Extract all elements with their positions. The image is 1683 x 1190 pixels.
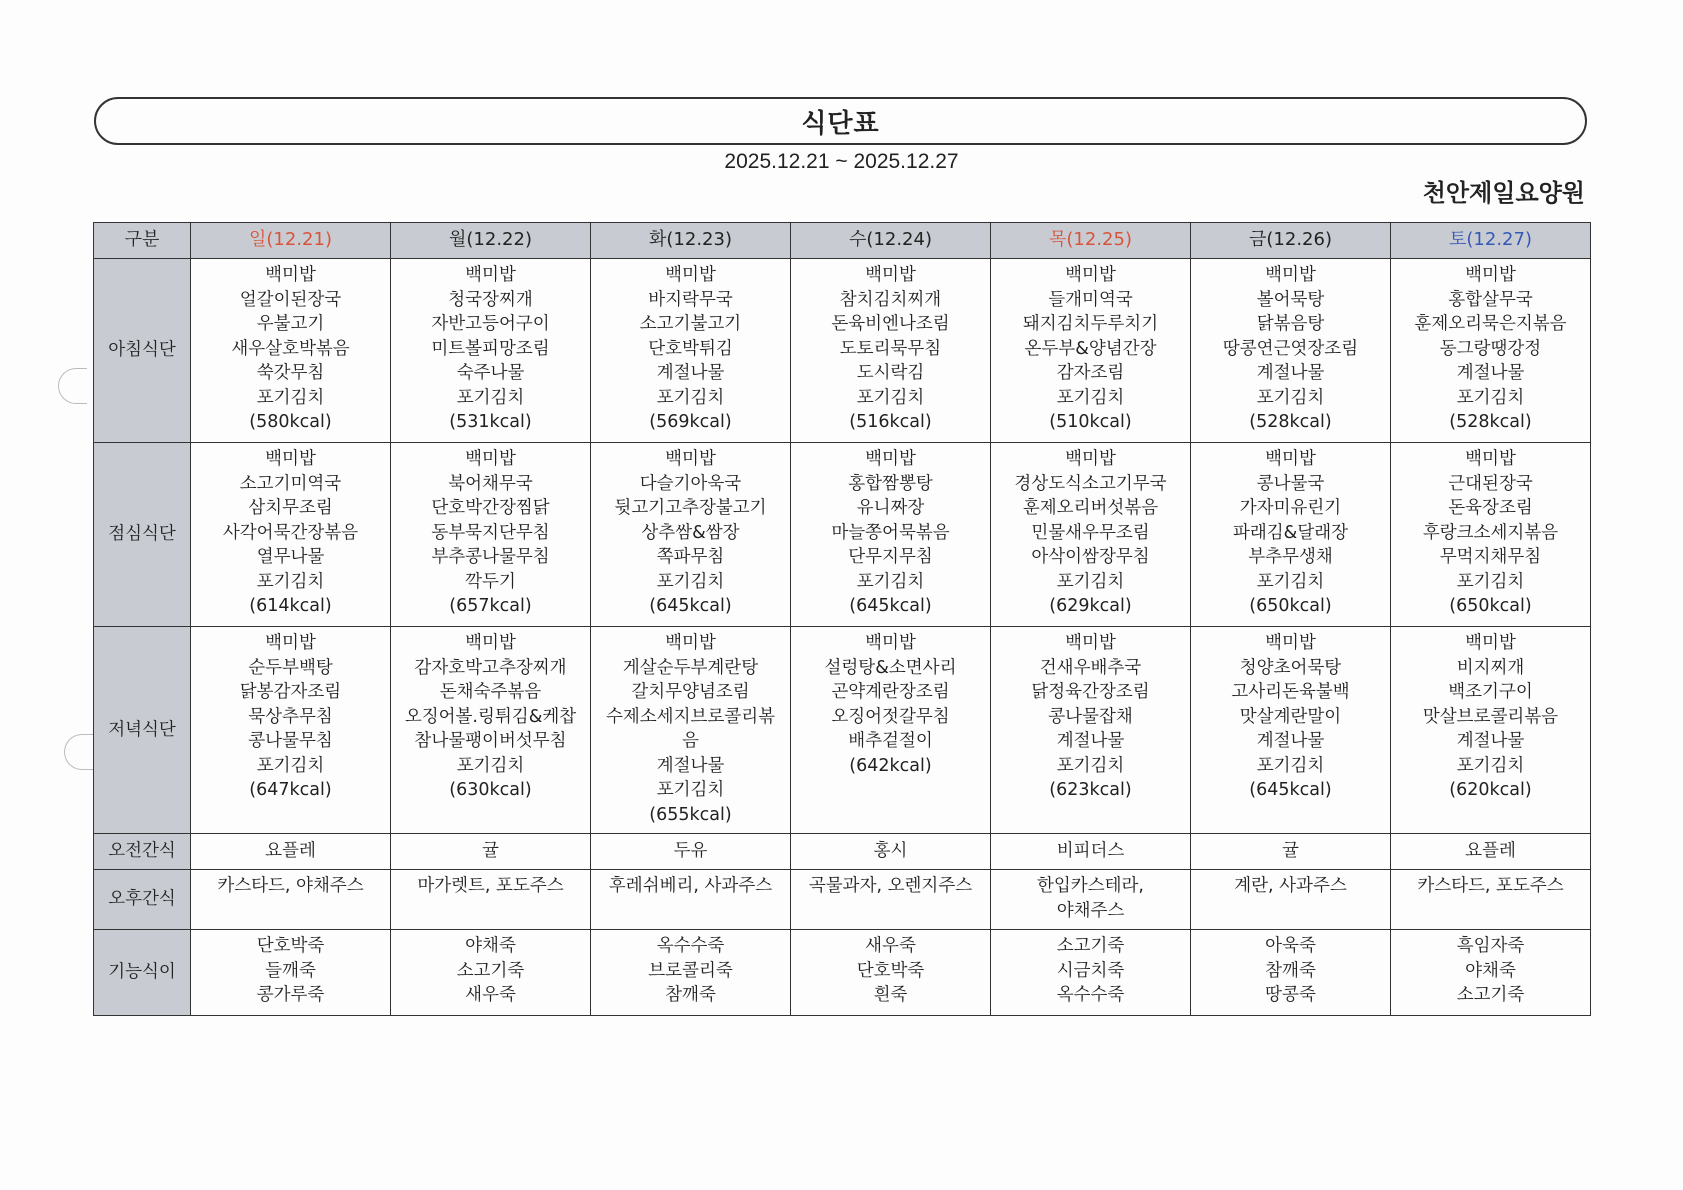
menu-cell (591, 930, 791, 1016)
menu-item: 귤 (482, 841, 499, 862)
meal-table (93, 222, 1591, 1016)
menu-item: (580kcal) (249, 412, 332, 432)
menu-item: 포기김치 (256, 387, 325, 408)
menu-item: 포기김치 (1456, 387, 1525, 408)
menu-item: 돈육비엔나조림 (831, 314, 950, 334)
menu-item: 콩나물무침 (248, 731, 333, 751)
menu-item: 참깨죽 (1265, 960, 1316, 981)
menu-item: (642kcal) (849, 755, 932, 776)
menu-cell (1391, 930, 1591, 1016)
menu-item: 포기김치 (1256, 571, 1325, 592)
menu-item: (510kcal) (1049, 412, 1132, 432)
menu-item: 백미밥 (465, 633, 516, 653)
menu-item: 포기김치 (256, 571, 325, 592)
menu-item: 무먹지채무침 (1439, 547, 1542, 567)
menu-item: 포기김치 (1456, 571, 1525, 592)
menu-cell (1191, 443, 1391, 627)
menu-item: 단호박간장찜닭 (431, 498, 550, 518)
punch-hole-mark (58, 368, 87, 404)
menu-item: 사각어묵간장볶음 (222, 522, 359, 543)
menu-item: 콩나물잡채 (1048, 706, 1133, 727)
menu-item: 온두부&양념간장 (1024, 338, 1157, 359)
menu-item: 가자미유린기 (1239, 498, 1342, 518)
menu-item: 계절나물 (656, 755, 725, 776)
menu-item: 백미밥 (665, 633, 716, 653)
menu-item: 백미밥 (865, 449, 916, 469)
row-header: 오전간식 (94, 834, 191, 870)
table-row (94, 259, 1591, 443)
menu-item: 오징어젓갈무침 (831, 706, 950, 727)
row-header: 기능식이 (94, 930, 191, 1016)
menu-item: (516kcal) (849, 412, 932, 432)
menu-item: 야채주스 (1056, 900, 1125, 921)
menu-item: 포기김치 (1456, 755, 1525, 776)
menu-cell (391, 627, 591, 834)
menu-item: 청양초어묵탕 (1239, 657, 1342, 678)
menu-cell (1191, 259, 1391, 443)
menu-item: 콩가루죽 (256, 985, 325, 1005)
menu-cell (191, 259, 391, 443)
menu-item: 고사리돈육불백 (1231, 682, 1350, 702)
menu-item: 흰죽 (873, 985, 908, 1005)
table-row (94, 443, 1591, 627)
menu-item: 시금치죽 (1056, 960, 1125, 981)
menu-item: 설렁탕&소면사리 (824, 657, 957, 678)
menu-item: 닭정육간장조림 (1031, 682, 1150, 702)
menu-item: (620kcal) (1449, 780, 1532, 800)
day-header: 토(12.27) (1391, 223, 1591, 259)
menu-item: 백미밥 (1465, 449, 1516, 469)
menu-item: 북어채무국 (448, 473, 533, 494)
menu-cell (1391, 443, 1591, 627)
day-header: 일(12.21) (191, 223, 391, 259)
menu-item: 동부묵지단무침 (431, 522, 550, 543)
menu-item: 돈육장조림 (1448, 498, 1533, 518)
menu-item: 돼지김치두루치기 (1022, 314, 1159, 334)
menu-item: 후랑크소세지볶음 (1422, 522, 1559, 543)
menu-item: 게살순두부계란탕 (622, 657, 759, 678)
menu-item: 백미밥 (265, 633, 316, 653)
menu-item: 단무지무침 (848, 547, 933, 567)
menu-item: 묵상추무침 (248, 706, 333, 727)
table-row (94, 834, 1591, 870)
menu-item: 포기김치 (856, 571, 925, 592)
menu-item: 후레쉬베리, 사과주스 (608, 876, 773, 896)
menu-item: 마늘쫑어묵볶음 (831, 522, 950, 543)
menu-item: 새우죽 (465, 985, 516, 1005)
menu-item: 두유 (673, 841, 708, 862)
menu-item: 포기김치 (856, 387, 925, 408)
menu-item: 포기김치 (656, 387, 725, 408)
menu-item: 새우죽 (865, 936, 916, 956)
menu-item: 포기김치 (1056, 571, 1125, 592)
corner-header: 구분 (94, 223, 191, 259)
row-header: 오후간식 (94, 870, 191, 930)
menu-item: 포기김치 (1056, 755, 1125, 776)
row-header: 저녁식단 (94, 627, 191, 834)
menu-item: 뒷고기고추장불고기 (614, 498, 767, 518)
menu-item: 포기김치 (456, 755, 525, 776)
menu-item: 백미밥 (1265, 449, 1316, 469)
menu-cell (1391, 259, 1591, 443)
title-frame (94, 97, 1587, 145)
menu-item: (531kcal) (449, 412, 532, 432)
menu-item: 귤 (1282, 841, 1299, 862)
menu-cell (1191, 930, 1391, 1016)
menu-item: 새우살호박볶음 (231, 338, 350, 359)
menu-item: (655kcal) (649, 804, 732, 825)
menu-item: 야채죽 (465, 936, 516, 956)
menu-cell (391, 259, 591, 443)
menu-item: 카스타드, 야채주스 (217, 876, 364, 896)
menu-cell (991, 870, 1191, 930)
menu-item: 콩나물국 (1256, 473, 1325, 494)
menu-cell (391, 834, 591, 870)
menu-item: 포기김치 (656, 571, 725, 592)
menu-item: 홍시 (873, 841, 908, 862)
day-header: 금(12.26) (1191, 223, 1391, 259)
menu-cell (791, 870, 991, 930)
menu-item: 건새우배추국 (1039, 657, 1142, 678)
menu-item: 돈채숙주볶음 (439, 682, 542, 702)
menu-cell (191, 930, 391, 1016)
menu-item: 부추콩나물무침 (431, 547, 550, 567)
menu-item: 경상도식소고기무국 (1014, 473, 1167, 494)
menu-item: 훈제오리버섯볶음 (1022, 498, 1159, 518)
punch-hole-mark (64, 734, 93, 770)
menu-item: 백미밥 (265, 449, 316, 469)
menu-item: (650kcal) (1249, 596, 1332, 616)
menu-item: 음 (682, 731, 699, 751)
menu-item: 참치김치찌개 (839, 289, 942, 310)
menu-item: 계절나물 (1256, 363, 1325, 383)
menu-item: 우불고기 (256, 314, 325, 334)
menu-item: 홍합짬뽕탕 (848, 473, 933, 494)
menu-item: 흑임자죽 (1456, 936, 1525, 956)
menu-item: (650kcal) (1449, 596, 1532, 616)
menu-item: 백미밥 (1265, 633, 1316, 653)
menu-item: (657kcal) (449, 596, 532, 616)
menu-item: 단호박죽 (856, 960, 925, 981)
menu-cell (391, 443, 591, 627)
menu-item: 훈제오리묵은지볶음 (1414, 314, 1567, 334)
day-header: 수(12.24) (791, 223, 991, 259)
table-row (94, 930, 1591, 1016)
menu-item: 포기김치 (1256, 755, 1325, 776)
menu-item: (645kcal) (649, 596, 732, 616)
menu-item: 브로콜리죽 (648, 960, 733, 981)
menu-item: 바지락무국 (648, 289, 733, 310)
menu-cell (591, 834, 791, 870)
menu-item: (614kcal) (249, 596, 332, 616)
menu-item: 숙주나물 (456, 363, 525, 383)
date-range: 2025.12.21 ~ 2025.12.27 (724, 150, 959, 173)
menu-item: 한입카스테라, (1037, 876, 1144, 896)
menu-item: 아삭이쌈장무침 (1031, 547, 1150, 567)
menu-item: 계절나물 (1456, 731, 1525, 751)
menu-item: 백미밥 (465, 265, 516, 285)
menu-item: 도시락김 (856, 363, 925, 383)
menu-item: 청국장찌개 (448, 289, 533, 310)
menu-cell (1191, 870, 1391, 930)
menu-item: 참깨죽 (665, 985, 716, 1005)
menu-item: 소고기죽 (456, 960, 525, 981)
menu-cell (991, 930, 1191, 1016)
menu-item: 다슬기아욱국 (639, 473, 742, 494)
menu-cell (591, 627, 791, 834)
menu-item: 자반고등어구이 (431, 314, 550, 334)
menu-item: 백미밥 (1465, 633, 1516, 653)
menu-item: (630kcal) (449, 780, 532, 800)
menu-item: 들깨죽 (265, 960, 316, 981)
menu-item: 카스타드, 포도주스 (1417, 876, 1564, 896)
menu-item: 백조기구이 (1448, 682, 1533, 702)
table-row (94, 627, 1591, 834)
menu-item: 포기김치 (456, 387, 525, 408)
menu-item: 닭봉감자조림 (239, 682, 342, 702)
menu-item: 비지찌개 (1456, 657, 1525, 678)
day-header: 화(12.23) (591, 223, 791, 259)
menu-item: 계절나물 (1256, 731, 1325, 751)
menu-item: 갈치무양념조림 (631, 682, 750, 702)
menu-item: 깍두기 (465, 571, 516, 592)
menu-cell (591, 870, 791, 930)
menu-item: 참나물팽이버섯무침 (414, 731, 567, 751)
menu-item: 오징어볼.링튀김&케찹 (404, 706, 577, 727)
menu-item: (647kcal) (249, 780, 332, 800)
menu-item: 백미밥 (865, 633, 916, 653)
table-row (94, 870, 1591, 930)
menu-cell (991, 443, 1191, 627)
menu-item: 소고기불고기 (639, 314, 742, 334)
menu-item: 백미밥 (1265, 265, 1316, 285)
menu-item: 곡물과자, 오렌지주스 (808, 876, 973, 896)
menu-item: 요플레 (265, 841, 316, 862)
page-title: 식단표 (801, 108, 880, 139)
menu-item: 소고기미역국 (239, 473, 342, 494)
menu-cell (991, 627, 1191, 834)
menu-item: 유니짜장 (856, 498, 925, 518)
menu-item: 소고기죽 (1056, 936, 1125, 956)
menu-item: 포기김치 (1256, 387, 1325, 408)
menu-item: 단호박튀김 (648, 338, 733, 359)
menu-item: 쑥갓무침 (256, 363, 325, 383)
menu-item: 계절나물 (1456, 363, 1525, 383)
menu-item: 백미밥 (1065, 633, 1116, 653)
menu-cell (791, 834, 991, 870)
menu-cell (391, 930, 591, 1016)
menu-item: 야채죽 (1465, 960, 1516, 981)
menu-item: 민물새우무조림 (1031, 522, 1150, 543)
day-header: 월(12.22) (391, 223, 591, 259)
menu-item: 근대된장국 (1448, 473, 1533, 494)
menu-item: 순두부백탕 (248, 657, 333, 678)
menu-item: 맛살계란말이 (1239, 706, 1342, 727)
menu-item: 계절나물 (656, 363, 725, 383)
menu-item: (629kcal) (1049, 596, 1132, 616)
menu-cell (991, 259, 1191, 443)
menu-item: 감자조림 (1056, 363, 1125, 383)
menu-item: 옥수수죽 (656, 936, 725, 956)
menu-cell (1191, 627, 1391, 834)
menu-item: 동그랑땡강정 (1439, 338, 1542, 359)
menu-cell (1191, 834, 1391, 870)
menu-cell (791, 443, 991, 627)
menu-item: 옥수수죽 (1056, 985, 1125, 1005)
menu-item: 계란, 사과주스 (1234, 876, 1347, 896)
menu-cell (191, 834, 391, 870)
menu-item: 백미밥 (1065, 449, 1116, 469)
menu-item: 마가렛트, 포도주스 (417, 876, 564, 896)
table-header-row (94, 223, 1591, 259)
menu-item: (645kcal) (1249, 780, 1332, 800)
menu-cell (191, 870, 391, 930)
menu-cell (791, 627, 991, 834)
row-header: 점심식단 (94, 443, 191, 627)
menu-item: 단호박죽 (256, 936, 325, 956)
menu-item: 곤약계란장조림 (831, 682, 950, 702)
menu-item: (528kcal) (1449, 412, 1532, 432)
menu-item: 백미밥 (665, 265, 716, 285)
menu-cell (1391, 870, 1591, 930)
menu-item: (569kcal) (649, 412, 732, 432)
menu-item: 아욱죽 (1265, 936, 1316, 956)
menu-item: 얼갈이된장국 (239, 289, 342, 310)
menu-item: 요플레 (1465, 841, 1516, 862)
menu-item: 볼어묵탕 (1256, 289, 1325, 310)
menu-item: 백미밥 (1065, 265, 1116, 285)
menu-item: 쪽파무침 (656, 547, 725, 567)
menu-item: 열무나물 (256, 547, 325, 567)
menu-cell (991, 834, 1191, 870)
menu-item: 닭볶음탕 (1256, 314, 1325, 334)
menu-item: (645kcal) (849, 596, 932, 616)
menu-item: 포기김치 (656, 780, 725, 800)
menu-cell (1391, 834, 1591, 870)
menu-item: 백미밥 (465, 449, 516, 469)
menu-item: 삼치무조림 (248, 498, 333, 518)
menu-item: 배추겉절이 (848, 731, 933, 751)
menu-cell (791, 930, 991, 1016)
menu-item: 백미밥 (265, 265, 316, 285)
menu-item: 백미밥 (665, 449, 716, 469)
menu-cell (591, 259, 791, 443)
organization-name: 천안제일요양원 (1422, 179, 1585, 207)
menu-item: 맛살브로콜리볶음 (1422, 706, 1559, 727)
menu-item: 수제소세지브로콜리볶 (605, 706, 776, 727)
menu-cell (1391, 627, 1591, 834)
menu-item: 땅콩연근엿장조림 (1222, 338, 1359, 359)
menu-item: 부추무생채 (1248, 547, 1333, 567)
menu-item: 감자호박고추장찌개 (414, 657, 567, 678)
menu-item: 소고기죽 (1456, 985, 1525, 1005)
menu-item: 들개미역국 (1048, 289, 1133, 310)
menu-cell (591, 443, 791, 627)
menu-item: 상추쌈&쌈장 (641, 522, 740, 543)
menu-item: 포기김치 (1056, 387, 1125, 408)
menu-item: 백미밥 (1465, 265, 1516, 285)
menu-item: 홍합살무국 (1448, 289, 1533, 310)
menu-item: 땅콩죽 (1265, 985, 1316, 1005)
row-header: 아침식단 (94, 259, 191, 443)
menu-item: 비피더스 (1056, 841, 1125, 862)
menu-item: 백미밥 (865, 265, 916, 285)
menu-item: 미트볼피망조림 (431, 338, 550, 359)
menu-cell (791, 259, 991, 443)
menu-item: 파래김&달래장 (1232, 522, 1349, 543)
menu-cell (191, 627, 391, 834)
menu-cell (191, 443, 391, 627)
menu-item: (528kcal) (1249, 412, 1332, 432)
menu-item: 계절나물 (1056, 731, 1125, 751)
menu-item: 포기김치 (256, 755, 325, 776)
menu-item: (623kcal) (1049, 780, 1132, 800)
day-header: 목(12.25) (991, 223, 1191, 259)
menu-item: 도토리묵무침 (839, 338, 942, 359)
menu-cell (391, 870, 591, 930)
